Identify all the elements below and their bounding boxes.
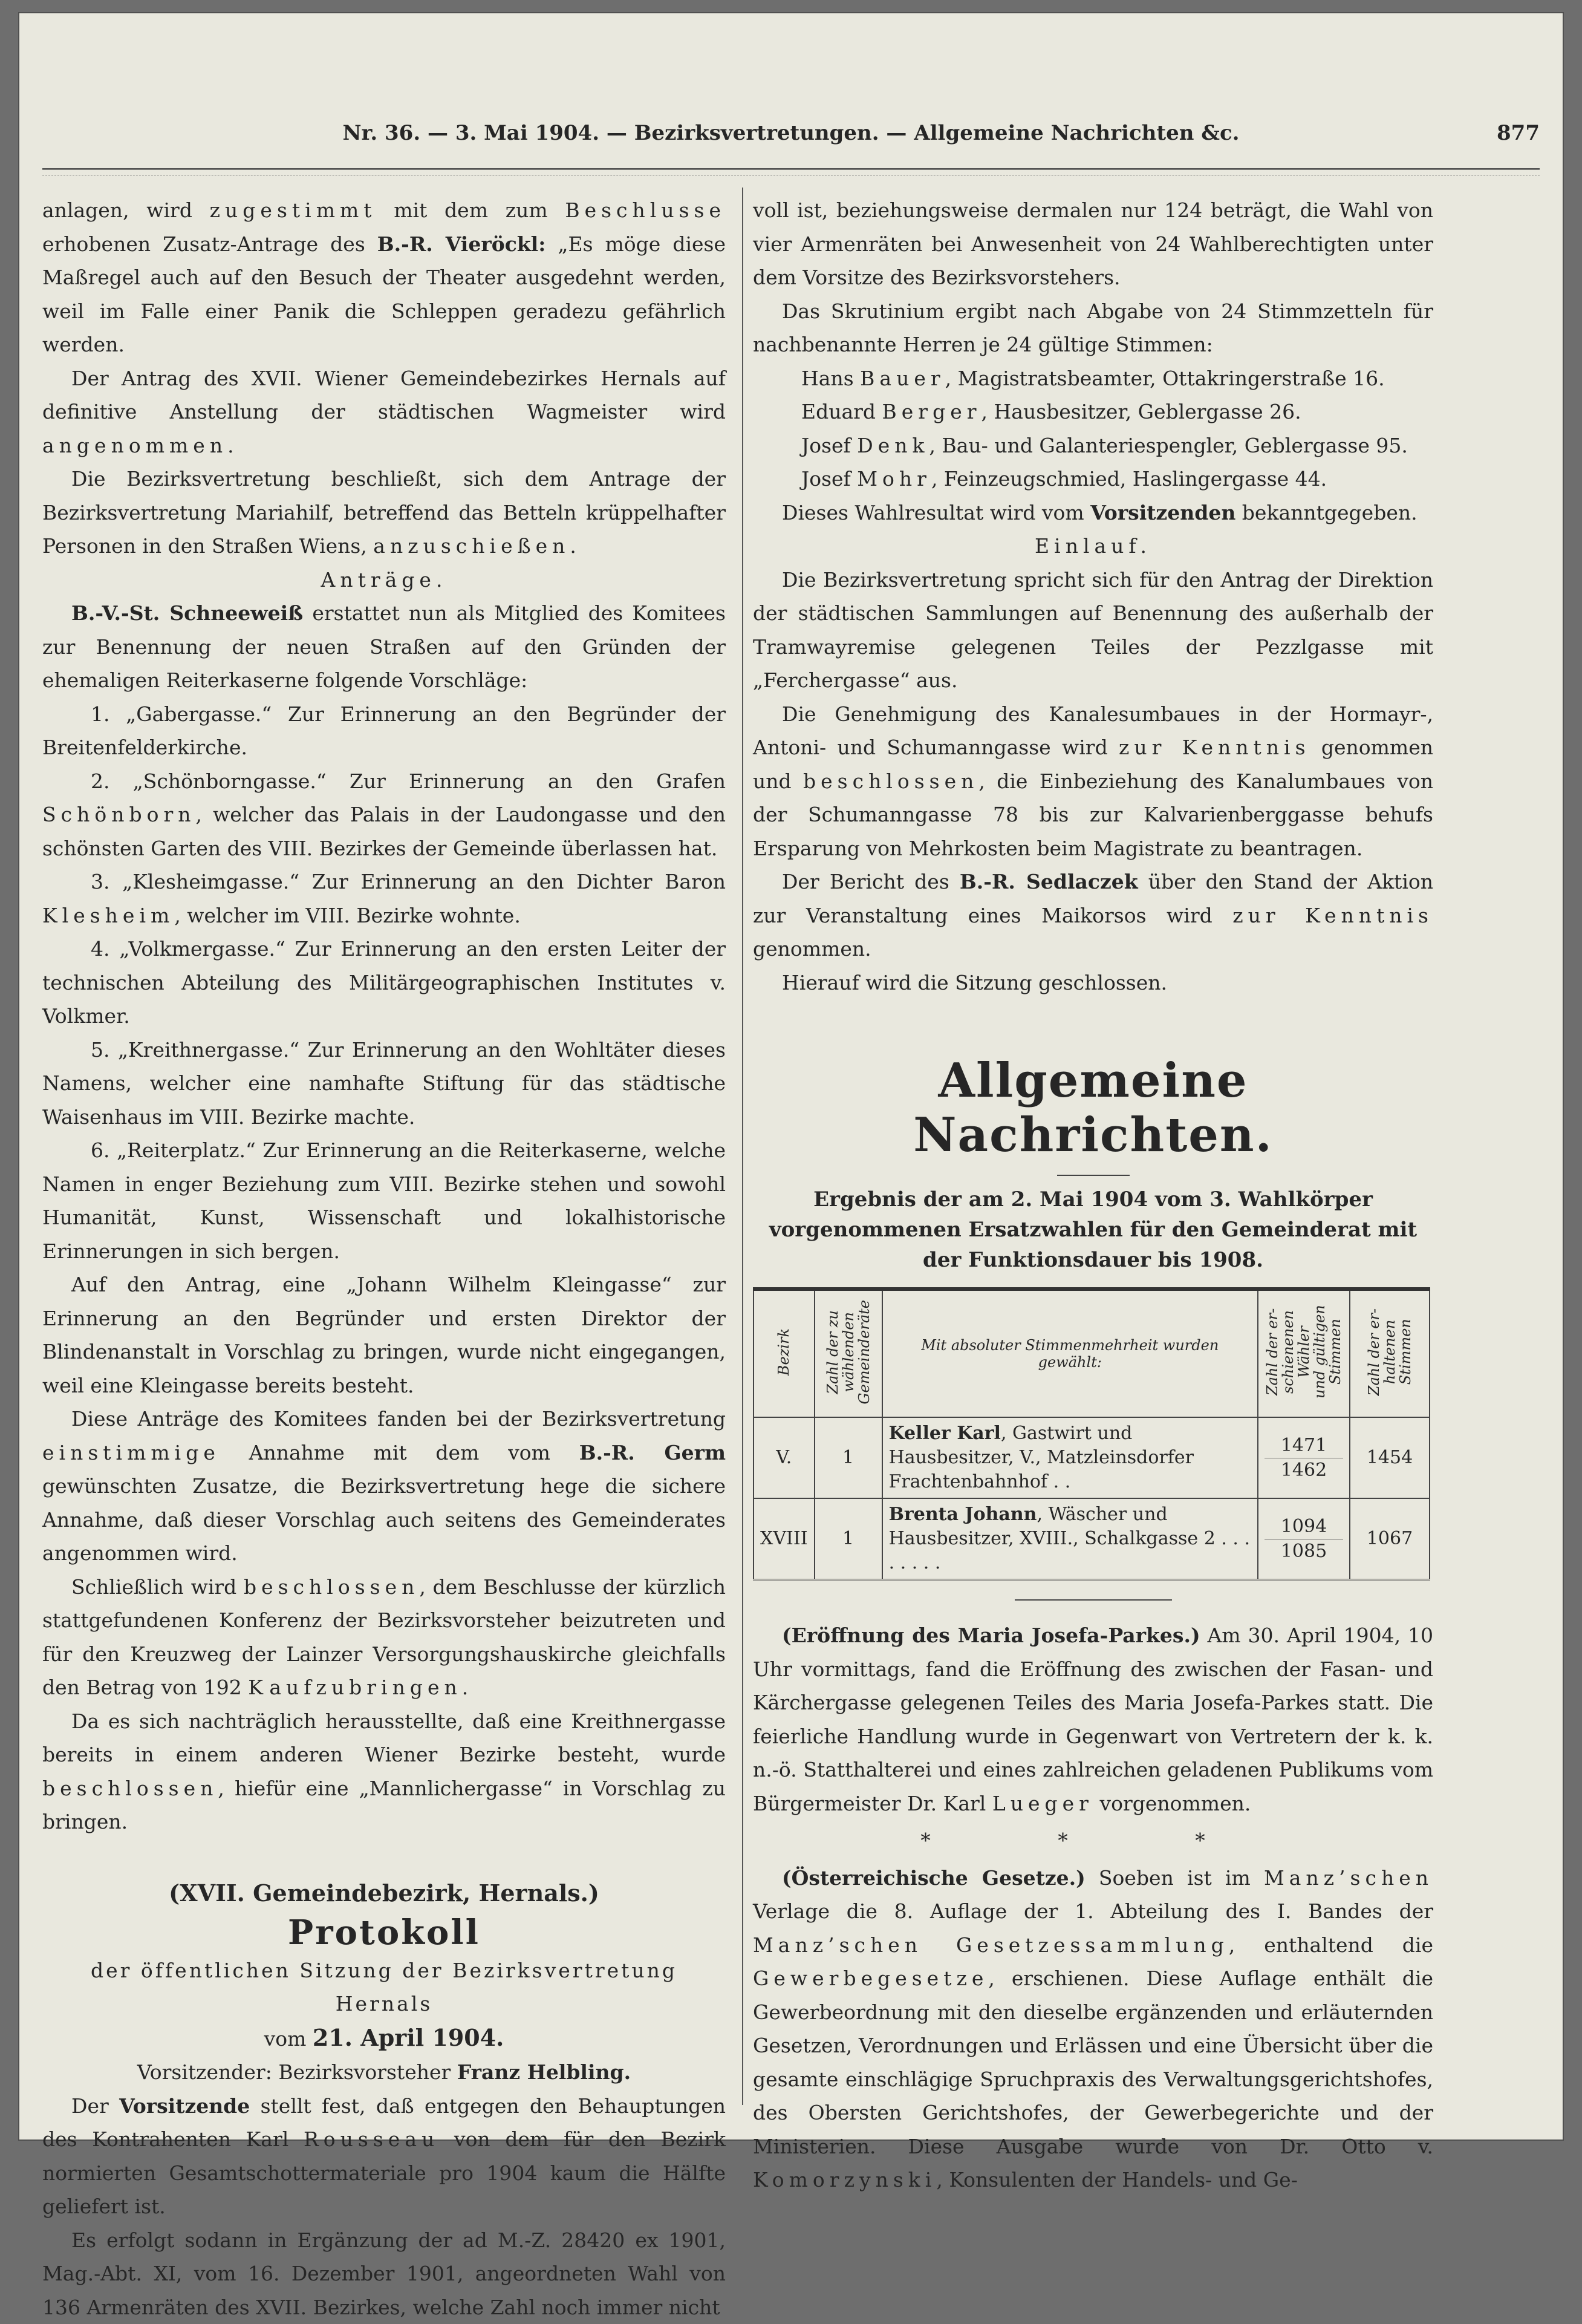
list-item: 1. „Gabergasse.“ Zur Erinnerung an den Begründer der Breitenfelderkirche. [42, 697, 726, 765]
cell-zahl: 1 [815, 1498, 882, 1580]
cell-name: Brenta Johann, Wäscher und Hausbesitzer, XVIII., Schalkgasse 2 . . . . . . . . [882, 1498, 1258, 1580]
col-header-stimmen: Zahl der er- haltenen Stimmen [1350, 1289, 1430, 1417]
cell-zahl: 1 [815, 1417, 882, 1498]
election-results-table [753, 1287, 1430, 1581]
list-item: Josef Denk, Bau- und Galanteriespengler, Geblergasse 95. [753, 429, 1433, 463]
news-paragraph: (Eröffnung des Maria Josefa-Parkes.) Am 30. April 1904, 10 Uhr vormittags, fand die Eröffnung des zwischen der Fasan- und Kärchergasse gelegenen Teiles des Maria Josefa-Parkes statt. Die feierliche Handlung wurde in Gegenwart von Vertretern der k. k. n.-ö. Statthalterei und eines zahlreichen geladenen Publikums vom Bürgermeister Dr. Karl Lueger vorgenommen. [753, 1619, 1433, 1820]
paragraph: Es erfolgt sodann in Ergänzung der ad M.-Z. 28420 ex 1901, Mag.-Abt. XI, vom 16. Dezember 1901, angeordneten Wahl von 136 Armenräten des XVII. Bezirkes, welche Zahl noch immer nicht [42, 2224, 726, 2324]
paragraph: voll ist, beziehungsweise dermalen nur 124 beträgt, die Wahl von vier Armenräten bei Anwesenheit von 24 Wahlberechtigten unter dem Vorsitze des Bezirksvorstehers. [753, 194, 1433, 295]
cell-bezirk: XVIII [754, 1498, 815, 1580]
section-heading-einlauf: Einlauf. [753, 529, 1433, 563]
cell-waehler: 1471 1462 [1258, 1417, 1350, 1498]
paragraph: B.-V.-St. Schneeweiß erstattet nun als Mitglied des Komitees zur Benennung der neuen Straßen auf den Gründen der ehemaligen Reiterkaserne folgende Vorschläge: [42, 596, 726, 697]
list-item: Eduard Berger, Hausbesitzer, Geblergasse 26. [753, 395, 1433, 429]
newspaper-page [18, 12, 1564, 2141]
protokoll-title: Protokoll [42, 1911, 726, 1954]
page-number: 877 [1497, 121, 1540, 145]
news-paragraph: (Österreichische Gesetze.) Soeben ist im Manz’schen Verlage die 8. Auflage der 1. Abteilung des I. Bandes der Manz’schen Gesetzessammlung, enthaltend die Gewerbegesetze, erschienen. Diese Auflage enthält die Gewerbeordnung mit den dieselbe ergänzenden und erläuternden Gesetzen, Verordnungen und Erlässen und eine Übersicht über die gesamte einschlägige Spruchpraxis des Verwaltungsgerichtshofes, des Obersten Gerichtshofes, der Gewerbegerichte und der Ministerien. Diese Ausgabe wurde von Dr. Otto v. Komorzynski, Konsulenten der Handels- und Ge- [753, 1861, 1433, 2197]
col-header-zahl: Zahl der zu wählenden Gemeinderäte [815, 1289, 882, 1417]
paragraph: Der Antrag des XVII. Wiener Gemeindebezirkes Hernals auf definitive Anstellung der städtischen Wagmeister wird angenommen. [42, 362, 726, 463]
title-rule [1057, 1175, 1130, 1176]
paragraph: Dieses Wahlresultat wird vom Vorsitzenden bekanntgegeben. [753, 496, 1433, 530]
paragraph: Da es sich nachträglich herausstellte, daß eine Kreithnergasse bereits in einem anderen Wiener Bezirke besteht, wurde beschlossen, hiefür eine „Mannlichergasse“ in Vorschlag zu bringen. [42, 1705, 726, 1839]
left-column [42, 194, 726, 2117]
spacer [42, 1857, 726, 1875]
spacer [42, 1839, 726, 1857]
section-title-allgemeine-nachrichten: Allgemeine Nachrichten. [753, 1054, 1433, 1163]
protokoll-subtitle: der öffentlichen Sitzung der Bezirksvertretung Hernals [42, 1954, 726, 2021]
cell-bezirk: V. [754, 1417, 815, 1498]
table-row [754, 1498, 1430, 1580]
running-title: Nr. 36. — 3. Mai 1904. — Bezirksvertretungen. — Allgemeine Nachrichten &c. [42, 121, 1540, 145]
cell-waehler: 1094 1085 [1258, 1498, 1350, 1580]
list-item: 5. „Kreithnergasse.“ Zur Erinnerung an den Wohltäter dieses Namens, welcher eine namhafte Stiftung für das städtische Waisenhaus im VIII. Bezirke machte. [42, 1033, 726, 1134]
cell-stimmen: 1067 [1350, 1498, 1430, 1580]
elected-list [753, 362, 1433, 496]
protokoll-date: vom 21. April 1904. [42, 2021, 726, 2056]
paragraph: Die Bezirksvertretung beschließt, sich dem Antrage der Bezirksvertretung Mariahilf, betreffend das Betteln krüppelhafter Personen in den Straßen Wiens, anzuschießen. [42, 462, 726, 563]
page-header [42, 115, 1540, 151]
cell-name: Keller Karl, Gastwirt und Hausbesitzer, V., Matzleinsdorfer Frachtenbahnhof . . [882, 1417, 1258, 1498]
section-heading-antraege: Anträge. [42, 563, 726, 597]
paragraph: Das Skrutinium ergibt nach Abgabe von 24 Stimmzetteln für nachbenannte Herren je 24 gültige Stimmen: [753, 295, 1433, 362]
paragraph: Schließlich wird beschlossen, dem Beschlusse der kürzlich stattgefundenen Konferenz der Bezirksvorsteher beizutreten und für den Kreuzweg der Lainzer Versorgungshauskirche gleichfalls den Betrag von 192 K aufzubringen. [42, 1570, 726, 1705]
paragraph: Der Bericht des B.-R. Sedlaczek über den Stand der Aktion zur Veranstaltung eines Maikorsos wird zur Kenntnis genommen. [753, 865, 1433, 966]
table-end-rule [1015, 1599, 1172, 1601]
paragraph: Hierauf wird die Sitzung geschlossen. [753, 966, 1433, 1000]
paragraph: Der Vorsitzende stellt fest, daß entgegen den Behauptungen des Kontrahenten Karl Rousseau von dem für den Bezirk normierten Gesamtschottermateriale pro 1904 kaum die Hälfte geliefert ist. [42, 2089, 726, 2224]
cell-stimmen: 1454 [1350, 1417, 1430, 1498]
list-item: Josef Mohr, Feinzeugschmied, Haslingergasse 44. [753, 462, 1433, 496]
list-item: 2. „Schönborngasse.“ Zur Erinnerung an den Grafen Schönborn, welcher das Palais in der Laudongasse und den schönsten Garten des VIII. Bezirkes der Gemeinde überlassen hat. [42, 765, 726, 866]
col-header-bezirk: Bezirk [754, 1289, 815, 1417]
column-divider [742, 188, 743, 2105]
results-heading: Ergebnis der am 2. Mai 1904 vom 3. Wahlkörper vorgenommenen Ersatzwahlen für den Gemeinderat mit der Funktionsdauer bis 1908. [753, 1184, 1433, 1275]
street-name-proposals [42, 697, 726, 1268]
table-header-row [754, 1289, 1430, 1417]
list-item: Hans Bauer, Magistratsbeamter, Ottakringerstraße 16. [753, 362, 1433, 396]
paragraph: Diese Anträge des Komitees fanden bei der Bezirksvertretung einstimmige Annahme mit dem vom B.-R. Germ gewünschten Zusatze, die Bezirksvertretung hege die sichere Annahme, daß dieser Vorschlag auch seitens des Gemeinderates angenommen wird. [42, 1402, 726, 1570]
paragraph: Die Genehmigung des Kanalesumbaues in der Hormayr-, Antoni- und Schumanngasse wird zur Kenntnis genommen und beschlossen, die Einbeziehung des Kanalumbaues von der Schumanngasse 78 bis zur Kalvarienberggasse behufs Ersparung von Mehrkosten beim Magistrate zu beantragen. [753, 697, 1433, 866]
list-item: 4. „Volkmergasse.“ Zur Erinnerung an den ersten Leiter der technischen Abteilung des Militärgeographischen Institutes v. Volkmer. [42, 932, 726, 1033]
chairman-line: Vorsitzender: Bezirksvorsteher Franz Helbling. [42, 2055, 726, 2089]
paragraph: Auf den Antrag, eine „Johann Wilhelm Kleingasse“ zur Erinnerung an den Begründer und ersten Direktor der Blindenanstalt in Vorschlag zu bringen, wurde nicht eingegangen, weil eine Kleingasse bereits besteht. [42, 1268, 726, 1402]
list-item: 3. „Klesheimgasse.“ Zur Erinnerung an den Dichter Baron Klesheim, welcher im VIII. Bezirke wohnte. [42, 865, 726, 932]
paragraph: anlagen, wird zugestimmt mit dem zum Beschlusse erhobenen Zusatz-Antrage des B.-R. Vieröckl: „Es möge diese Maßregel auch auf den Besuch der Theater ausgedehnt werden, weil im Falle einer Panik die Schleppen geradezu gefährlich werden. [42, 194, 726, 362]
col-header-gewaehlt: Mit absoluter Stimmenmehrheit wurden gewählt: [882, 1289, 1258, 1417]
section-title-hernals: (XVII. Gemeindebezirk, Hernals.) [42, 1875, 726, 1911]
col-header-waehler: Zahl der er- schienenen Wähler und gültigen Stimmen [1258, 1289, 1350, 1417]
right-column [753, 194, 1433, 2117]
list-item: 6. „Reiterplatz.“ Zur Erinnerung an die Reiterkaserne, welche Namen in enger Beziehung zum VIII. Bezirke stehen und sowohl Humanität, Kunst, Wissenschaft und lokalhistorische Erinnerungen in sich bergen. [42, 1134, 726, 1268]
table-row [754, 1417, 1430, 1498]
paragraph: Die Bezirksvertretung spricht sich für den Antrag der Direktion der städtischen Sammlungen auf Benennung des außerhalb der Tramwayremise gelegenen Teiles der Pezzlgasse mit „Ferchergasse“ aus. [753, 563, 1433, 697]
separator-stars: * * * [753, 1824, 1433, 1858]
header-rule [42, 168, 1540, 175]
